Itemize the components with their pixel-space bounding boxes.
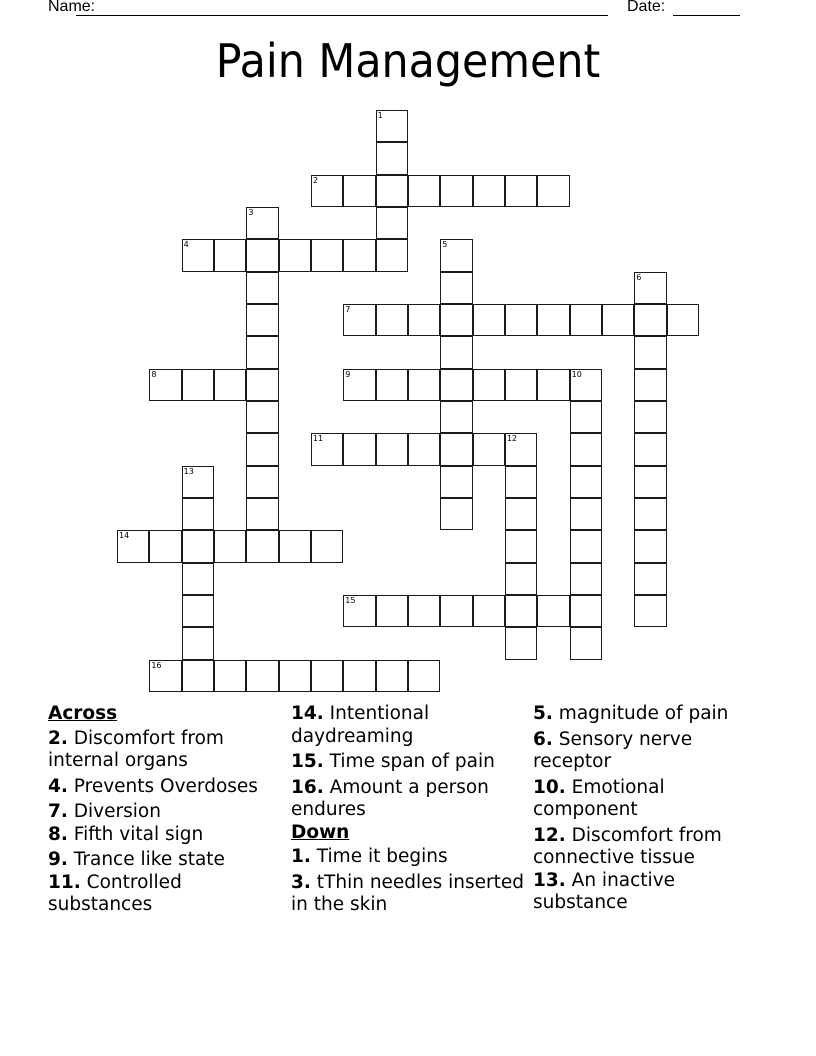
- crossword-cell[interactable]: [149, 530, 181, 562]
- crossword-cell[interactable]: [246, 304, 278, 336]
- crossword-cell[interactable]: [570, 466, 602, 498]
- crossword-cell[interactable]: [440, 595, 472, 627]
- crossword-cell[interactable]: [570, 369, 602, 401]
- crossword-grid: [117, 110, 699, 692]
- crossword-cell[interactable]: [440, 272, 472, 304]
- crossword-cell[interactable]: [182, 563, 214, 595]
- crossword-cell[interactable]: [376, 433, 408, 465]
- crossword-cell[interactable]: [246, 660, 278, 692]
- cell-number: 9: [345, 369, 351, 379]
- crossword-cell[interactable]: [505, 175, 537, 207]
- clue-text: Discomfort from internal organs: [48, 727, 224, 771]
- name-field[interactable]: [76, 15, 608, 16]
- clue-text: Emotional component: [533, 776, 665, 820]
- crossword-cell[interactable]: [149, 369, 181, 401]
- crossword-cell[interactable]: [376, 660, 408, 692]
- cell-number: 8: [151, 369, 157, 379]
- crossword-cell[interactable]: [246, 239, 278, 271]
- clue-text: Time it begins: [316, 846, 448, 867]
- clue-across-4: [48, 776, 283, 799]
- crossword-cell[interactable]: [311, 433, 343, 465]
- cell-number: 5: [442, 240, 448, 250]
- clue-text: An inactive substance: [533, 869, 676, 913]
- crossword-cell[interactable]: [311, 660, 343, 692]
- cell-number: 2: [312, 175, 319, 185]
- crossword-cell[interactable]: [182, 239, 214, 271]
- crossword-cell[interactable]: [182, 498, 214, 530]
- crossword-cell[interactable]: [505, 466, 537, 498]
- clue-text: Controlled substances: [48, 871, 182, 915]
- crossword-cell[interactable]: [343, 239, 375, 271]
- cell-number: 16: [151, 660, 162, 670]
- crossword-cell[interactable]: [505, 433, 537, 465]
- clue-number: 3.: [291, 871, 311, 893]
- clue-number: 4.: [48, 775, 68, 797]
- crossword-cell[interactable]: [311, 239, 343, 271]
- date-field[interactable]: [673, 15, 740, 16]
- crossword-cell[interactable]: [214, 530, 246, 562]
- clue-number: 5.: [533, 703, 553, 724]
- crossword-cell[interactable]: [279, 660, 311, 692]
- crossword-cell[interactable]: [408, 595, 440, 627]
- clue-number: 11.: [48, 871, 81, 893]
- crossword-cell[interactable]: [505, 595, 537, 627]
- crossword-cell[interactable]: [634, 304, 666, 336]
- clue-across-15: [291, 751, 526, 774]
- crossword-cell[interactable]: [343, 595, 375, 627]
- crossword-cell[interactable]: [343, 660, 375, 692]
- date-label: Date:: [627, 0, 666, 15]
- crossword-cell[interactable]: [376, 595, 408, 627]
- crossword-cell[interactable]: [343, 175, 375, 207]
- clue-number: 15.: [291, 751, 324, 772]
- name-label: Name:: [48, 0, 96, 15]
- crossword-cell[interactable]: [473, 369, 505, 401]
- clue-number: 2.: [48, 727, 68, 749]
- crossword-cell[interactable]: [343, 304, 375, 336]
- crossword-cell[interactable]: [246, 498, 278, 530]
- crossword-cell[interactable]: [279, 239, 311, 271]
- crossword-cell[interactable]: [408, 660, 440, 692]
- clue-down-12: [533, 825, 773, 870]
- crossword-cell[interactable]: [182, 595, 214, 627]
- crossword-cell[interactable]: [537, 369, 569, 401]
- clue-text: Trance like state: [73, 849, 225, 870]
- clue-number: 12.: [533, 824, 566, 846]
- clue-number: 10.: [533, 776, 566, 798]
- crossword-cell[interactable]: [246, 401, 278, 433]
- crossword-cell[interactable]: [214, 239, 246, 271]
- crossword-cell[interactable]: [440, 466, 472, 498]
- clue-number: 7.: [48, 801, 68, 822]
- clue-number: 8.: [48, 823, 68, 845]
- clue-text: Amount a person endures: [291, 776, 489, 820]
- crossword-cell[interactable]: [440, 401, 472, 433]
- crossword-cell[interactable]: [440, 239, 472, 271]
- clue-across-16: [291, 777, 526, 822]
- crossword-cell[interactable]: [182, 466, 214, 498]
- crossword-cell[interactable]: [473, 175, 505, 207]
- clue-number: 14.: [291, 703, 324, 724]
- crossword-cell[interactable]: [570, 595, 602, 627]
- crossword-cell[interactable]: [537, 175, 569, 207]
- down-heading: Down: [291, 821, 350, 843]
- crossword-cell[interactable]: [570, 433, 602, 465]
- crossword-cell[interactable]: [214, 369, 246, 401]
- crossword-cell[interactable]: [182, 627, 214, 659]
- crossword-cell[interactable]: [440, 433, 472, 465]
- crossword-cell[interactable]: [376, 304, 408, 336]
- clue-text: tThin needles inserted in the skin: [291, 871, 524, 915]
- crossword-cell[interactable]: [505, 369, 537, 401]
- cell-number: 12: [506, 434, 518, 444]
- crossword-cell[interactable]: [182, 369, 214, 401]
- crossword-cell[interactable]: [376, 110, 408, 142]
- crossword-cell[interactable]: [570, 563, 602, 595]
- crossword-cell[interactable]: [440, 175, 472, 207]
- crossword-cell[interactable]: [570, 304, 602, 336]
- crossword-cell[interactable]: [473, 595, 505, 627]
- crossword-cell[interactable]: [246, 272, 278, 304]
- crossword-cell[interactable]: [570, 530, 602, 562]
- crossword-cell[interactable]: [570, 498, 602, 530]
- crossword-cell[interactable]: [634, 433, 666, 465]
- page-title: Pain Management: [215, 34, 601, 88]
- crossword-cell[interactable]: [246, 336, 278, 368]
- crossword-cell[interactable]: [376, 239, 408, 271]
- clue-text: Discomfort from connective tissue: [533, 824, 722, 868]
- clue-text: Sensory nerve receptor: [533, 728, 693, 772]
- crossword-cell[interactable]: [343, 369, 375, 401]
- crossword-cell[interactable]: [408, 304, 440, 336]
- cell-number: 15: [345, 595, 356, 605]
- crossword-cell[interactable]: [376, 175, 408, 207]
- crossword-cell[interactable]: [667, 304, 699, 336]
- crossword-cell[interactable]: [182, 660, 214, 692]
- cell-number: 10: [571, 369, 582, 379]
- crossword-cell[interactable]: [473, 304, 505, 336]
- cell-number: 13: [183, 466, 194, 476]
- crossword-cell[interactable]: [279, 530, 311, 562]
- crossword-cell[interactable]: [311, 530, 343, 562]
- clues-column-3: [533, 703, 773, 918]
- clue-number: 16.: [291, 776, 324, 798]
- crossword-cell[interactable]: [634, 336, 666, 368]
- crossword-cell[interactable]: [440, 304, 472, 336]
- crossword-cell[interactable]: [246, 433, 278, 465]
- clue-across-7: [48, 801, 283, 824]
- clue-across-2: [48, 728, 283, 773]
- cell-number: 6: [636, 272, 642, 282]
- crossword-cell[interactable]: [634, 466, 666, 498]
- crossword-cell[interactable]: [537, 595, 569, 627]
- worksheet-header: [0, 0, 816, 20]
- crossword-cell[interactable]: [634, 498, 666, 530]
- crossword-cell[interactable]: [408, 175, 440, 207]
- clue-text: Intentional daydreaming: [291, 703, 430, 747]
- clue-text: Time span of pain: [329, 751, 495, 772]
- crossword-cell[interactable]: [408, 369, 440, 401]
- cell-number: 7: [345, 304, 351, 314]
- crossword-cell[interactable]: [505, 627, 537, 659]
- crossword-cell[interactable]: [505, 563, 537, 595]
- cell-number: 14: [119, 531, 130, 541]
- crossword-cell[interactable]: [634, 595, 666, 627]
- crossword-cell[interactable]: [311, 175, 343, 207]
- clue-text: Prevents Overdoses: [73, 775, 258, 797]
- clue-number: 1.: [291, 846, 311, 867]
- clue-across-11: [48, 872, 283, 917]
- crossword-cell[interactable]: [634, 272, 666, 304]
- crossword-cell[interactable]: [440, 369, 472, 401]
- crossword-cell[interactable]: [602, 304, 634, 336]
- clue-number: 6.: [533, 728, 553, 750]
- clue-number: 9.: [48, 849, 68, 870]
- clue-across-14: [291, 703, 526, 748]
- across-heading: Across: [48, 703, 118, 724]
- crossword-cell[interactable]: [634, 369, 666, 401]
- crossword-cell[interactable]: [505, 304, 537, 336]
- crossword-cell[interactable]: [214, 660, 246, 692]
- crossword-cell[interactable]: [343, 433, 375, 465]
- clue-down-6: [533, 729, 773, 774]
- crossword-cell[interactable]: [246, 530, 278, 562]
- crossword-cell[interactable]: [376, 142, 408, 174]
- clue-text: Fifth vital sign: [73, 823, 204, 845]
- cell-number: 3: [248, 207, 254, 217]
- clues-column-1: [48, 703, 283, 920]
- crossword-cell[interactable]: [246, 369, 278, 401]
- crossword-cell[interactable]: [634, 401, 666, 433]
- crossword-cell[interactable]: [634, 530, 666, 562]
- clue-down-5: [533, 703, 773, 726]
- crossword-cell[interactable]: [505, 530, 537, 562]
- crossword-cell[interactable]: [505, 498, 537, 530]
- crossword-cell[interactable]: [440, 336, 472, 368]
- clue-down-10: [533, 777, 773, 822]
- crossword-cell[interactable]: [376, 369, 408, 401]
- clue-down-1: [291, 846, 526, 869]
- crossword-cell[interactable]: [473, 433, 505, 465]
- crossword-cell[interactable]: [634, 563, 666, 595]
- crossword-cell[interactable]: [182, 530, 214, 562]
- crossword-cell[interactable]: [408, 433, 440, 465]
- crossword-cell[interactable]: [149, 660, 181, 692]
- clue-text: Diversion: [73, 801, 161, 822]
- clue-across-9: [48, 849, 283, 872]
- cell-number: 4: [183, 240, 189, 250]
- crossword-cell[interactable]: [376, 207, 408, 239]
- cell-number: 11: [312, 434, 324, 444]
- clue-down-13: [533, 870, 773, 915]
- clue-down-3: [291, 872, 526, 917]
- crossword-cell[interactable]: [246, 207, 278, 239]
- crossword-cell[interactable]: [570, 401, 602, 433]
- crossword-cell[interactable]: [117, 530, 149, 562]
- clue-across-8: [48, 824, 283, 847]
- clues-column-2: [291, 703, 526, 920]
- cell-number: 1: [377, 111, 383, 120]
- crossword-cell[interactable]: [537, 304, 569, 336]
- crossword-cell[interactable]: [570, 627, 602, 659]
- crossword-cell[interactable]: [246, 466, 278, 498]
- clue-number: 13.: [533, 869, 566, 891]
- clue-text: magnitude of pain: [558, 703, 729, 724]
- crossword-cell[interactable]: [440, 498, 472, 530]
